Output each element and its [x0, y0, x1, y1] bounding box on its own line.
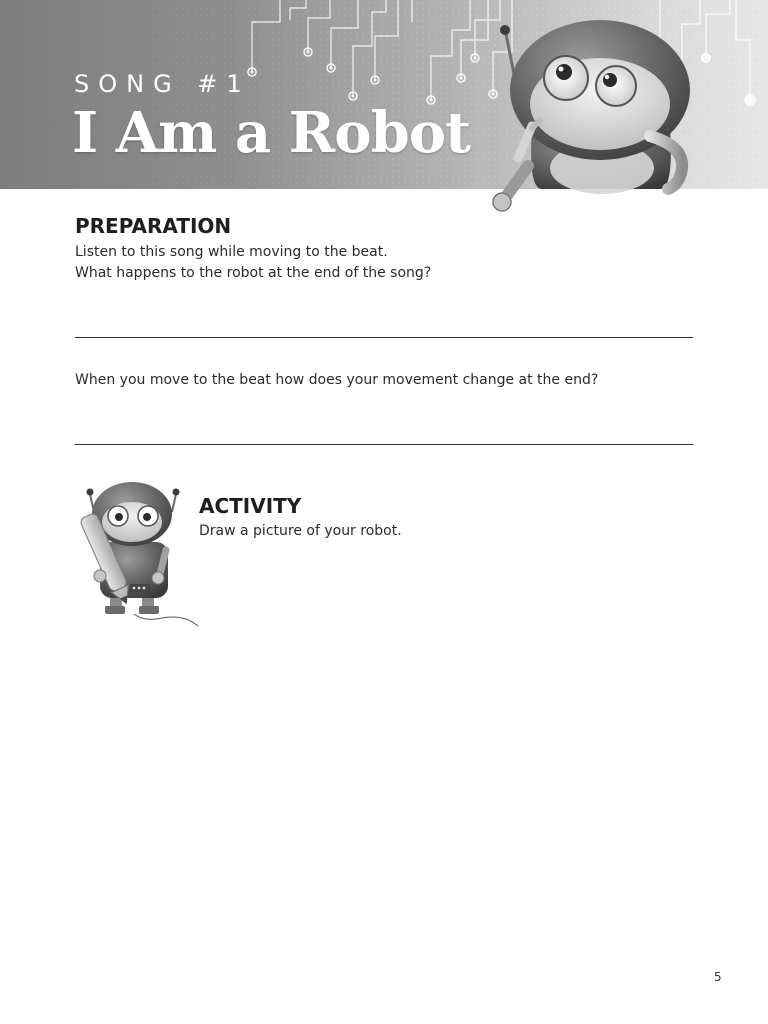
preparation-instruction: Listen to this song while moving to the beat.	[75, 244, 388, 260]
preparation-heading: PREPARATION	[75, 214, 232, 238]
song-number-label: SONG #1	[74, 70, 251, 98]
activity-heading: ACTIVITY	[199, 494, 302, 518]
preparation-question-2: When you move to the beat how does your movement change at the end?	[75, 372, 599, 388]
activity-instruction: Draw a picture of your robot.	[199, 523, 402, 539]
robot-thinking-illustration	[484, 18, 714, 214]
answer-line-1[interactable]	[75, 337, 693, 338]
page-number: 5	[714, 970, 722, 984]
song-title: I Am a Robot	[72, 100, 470, 166]
robot-holding-pencil-illustration	[72, 480, 202, 630]
answer-line-2[interactable]	[75, 444, 693, 445]
preparation-question-1: What happens to the robot at the end of the song?	[75, 265, 432, 281]
